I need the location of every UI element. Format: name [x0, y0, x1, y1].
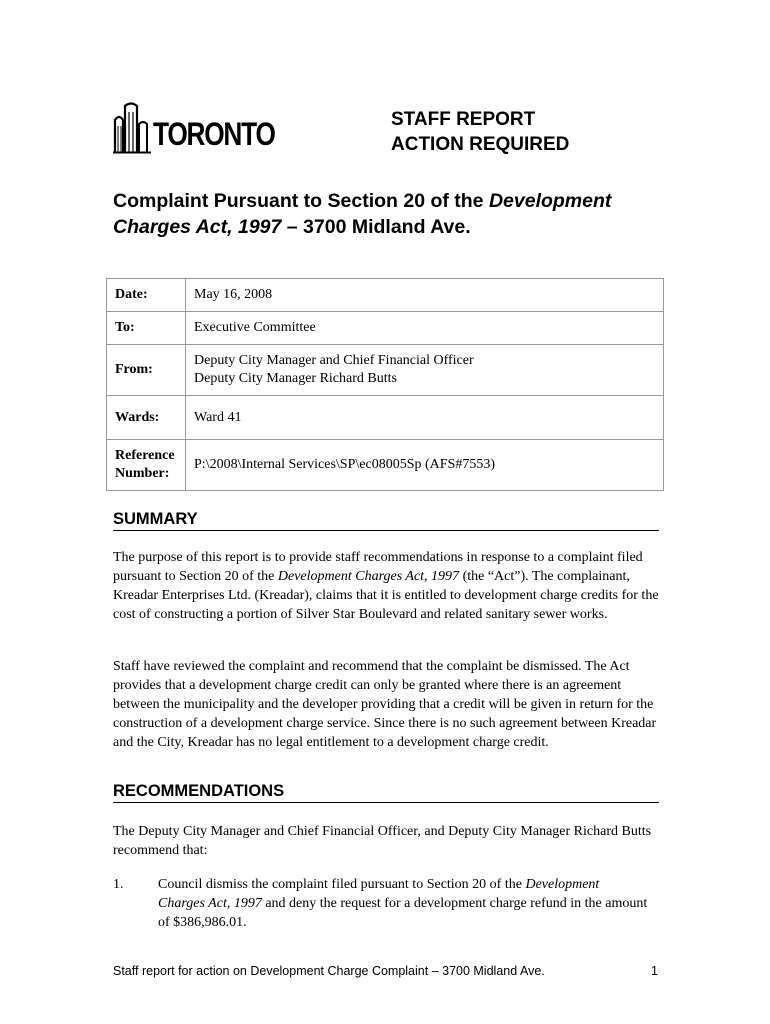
- title-act-name: Development Charges Act, 1997: [113, 190, 612, 238]
- wards-value: Ward 41: [186, 396, 664, 440]
- to-value: Executive Committee: [186, 312, 664, 345]
- from-value: [186, 345, 664, 396]
- title-part1: Complaint Pursuant to Section 20 of the: [113, 190, 489, 212]
- report-info-table: [106, 278, 664, 491]
- reference-label-line2: Number:: [115, 466, 170, 481]
- rec1-act: Development Charges Act, 1997: [158, 877, 600, 911]
- to-row: [107, 312, 664, 345]
- reference-label: [107, 440, 186, 491]
- reference-label-line1: Reference: [115, 448, 175, 463]
- title-part3: – 3700 Midland Ave.: [281, 216, 471, 238]
- from-row: [107, 345, 664, 396]
- rec1-a: Council dismiss the complaint filed pursuant to Section 20 of the: [158, 877, 526, 892]
- recommendations-rule: [113, 802, 659, 803]
- from-value-line1: Deputy City Manager and Chief Financial Officer: [194, 353, 474, 368]
- wards-row: [107, 396, 664, 440]
- date-label: Date:: [107, 279, 186, 312]
- summary-rule: [113, 530, 659, 531]
- city-hall-icon: [113, 100, 153, 154]
- report-type-line2: ACTION REQUIRED: [391, 134, 570, 155]
- toronto-logo: [113, 100, 275, 154]
- page-number: 1: [651, 964, 658, 978]
- summary-p1-c: (the “Act”). The complainant, Kreadar Enterprises Ltd. (Kreadar), claims that it is entitled to development charge credits for the cost of constructing a portion of Silver Star Boulevard and related sanitary sewer works.: [113, 569, 659, 622]
- recommendation-1-text: [158, 875, 648, 932]
- summary-paragraph-1: [113, 548, 661, 624]
- recommendation-1-number: 1.: [113, 877, 124, 892]
- logo-wordmark: TORONTO: [153, 116, 275, 152]
- report-type: [391, 107, 569, 157]
- date-row: [107, 279, 664, 312]
- from-value-line2: Deputy City Manager Richard Butts: [194, 371, 397, 386]
- summary-p1-act: Development Charges Act, 1997: [277, 569, 460, 584]
- to-label: To:: [107, 312, 186, 345]
- reference-value: P:\2008\Internal Services\SP\ec08005Sp (AFS#7553): [186, 440, 664, 491]
- rec1-c: and deny the request for a development charge refund in the amount of $386,986.01.: [158, 896, 648, 930]
- footer-text: Staff report for action on Development Charge Complaint – 3700 Midland Ave.: [113, 964, 545, 978]
- wards-label: Wards:: [107, 396, 186, 440]
- recommendations-heading: RECOMMENDATIONS: [113, 782, 285, 800]
- reference-row: [107, 440, 664, 491]
- summary-heading: SUMMARY: [113, 510, 198, 528]
- recommendations-intro: The Deputy City Manager and Chief Financial Officer, and Deputy City Manager Richard Butts recommend that:: [113, 824, 652, 858]
- report-type-line1: STAFF REPORT: [391, 109, 536, 130]
- date-value: May 16, 2008: [186, 279, 664, 312]
- report-title: [113, 188, 673, 240]
- summary-paragraph-2: Staff have reviewed the complaint and recommend that the complaint be dismissed. The Act provides that a development charge credit can only be granted where there is an agreement between the municipality and the developer providing that a credit will be given in return for the construction of a development charge service. Since there is no such agreement between Kreadar and the City, Kreadar has no legal entitlement to a development charge credit.: [113, 659, 657, 750]
- from-label: From:: [107, 345, 186, 396]
- page-footer: [113, 963, 658, 979]
- summary-p1-a: The purpose of this report is to provide staff recommendations in response to a complaint filed pursuant to Section 20 of the: [113, 550, 643, 584]
